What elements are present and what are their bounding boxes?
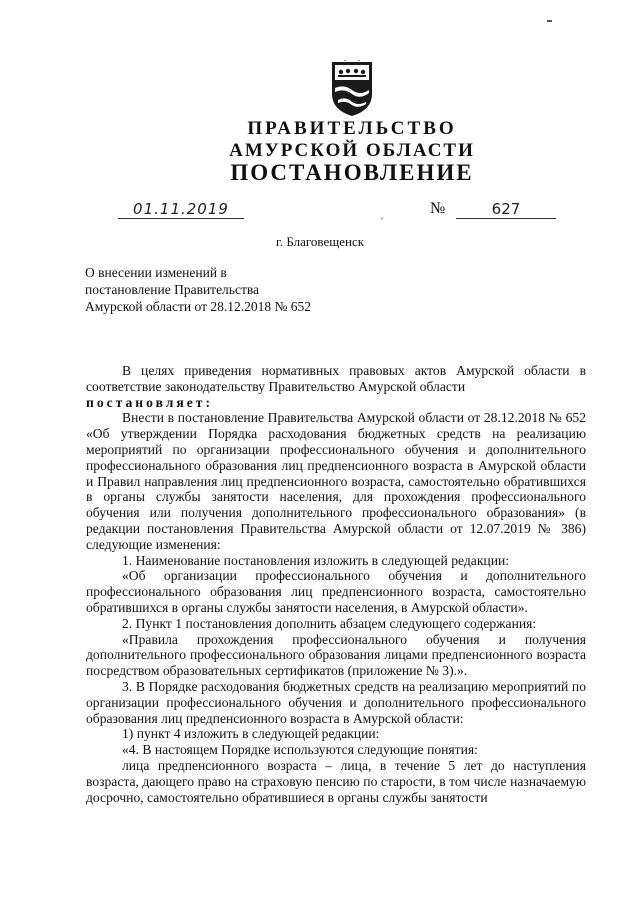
paragraph-item-1: 1. Наименование постановления изложить в следующей редакции: [122, 552, 510, 568]
document-number: 627 [456, 200, 556, 219]
document-body [86, 363, 586, 805]
organization-name: ПРАВИТЕЛЬСТВО [247, 118, 457, 139]
amur-coat-of-arms-icon [330, 60, 374, 118]
paragraph-quote-2: «Правила прохождения профессионального обучения и получения дополнительного профессионального образования лицами предпенсионного возраста посредством образовательных сертификатов (приложение № 3).». [86, 631, 586, 679]
paragraph-definition: лица предпенсионного возраста – лица, в течение 5 лет до наступления возраста, дающего право на страховую пенсию по старости, в том числе назначаемую досрочно, самостоятельно обратившиеся в органы службы занятости [86, 757, 586, 805]
paragraph-item-2: 2. Пункт 1 постановления дополнить абзацем следующего содержания: [122, 615, 537, 631]
organization-region: АМУРСКОЙ ОБЛАСТИ [229, 140, 475, 161]
document-type: ПОСТАНОВЛЕНИЕ [230, 160, 474, 185]
document-date: 01.11.2019 [118, 200, 244, 219]
paragraph-subitem-1: 1) пункт 4 изложить в следующей редакции: [122, 726, 380, 742]
paragraph-quote-3: «4. В настоящем Порядке используются следующие понятия: [122, 742, 478, 758]
scan-tick: ˎ [380, 206, 384, 220]
paragraph-quote-1: «Об организации профессионального обучения и дополнительного профессионального образования лиц предпенсионного возраста, самостоятельно обратившихся в органы службы занятости населения, в Амурской области». [86, 568, 586, 615]
scan-mark [547, 20, 552, 22]
paragraph-main: Внести в постановление Правительства Амурской области от 28.12.2018 № 652 «Об утверждении Порядка расходования бюджетных средств на реализацию мероприятий по организации профессионального обучения и дополнительного профессионального образования лиц предпенсионного возраста в Амурской области и Правил направления лиц предпенсионного возраста, самостоятельно обратившихся в органы службы занятости населения, для прохождения профессионального обучения или получения дополнительного профессионального образования» (в редакции постановления Правительства Амурской области от 12.07.2019 № 386) следующие изменения: [86, 410, 586, 552]
decree-word: постановляет: [86, 394, 213, 410]
document-subject: О внесении изменений в постановление Правительства Амурской области от 28.12.2018 № 652 [85, 265, 311, 314]
document-city: г. Благовещенск [275, 234, 365, 249]
paragraph-preamble: В целях приведения нормативных правовых актов Амурской области в соответствие законодательству Правительство Амурской области [86, 363, 586, 394]
paragraph-item-3: 3. В Порядке расходования бюджетных средств на реализацию мероприятий по организации профессионального обучения и дополнительного профессионального образования лиц предпенсионного возраста в Амурской области: [86, 678, 586, 726]
number-label: № [430, 200, 446, 217]
